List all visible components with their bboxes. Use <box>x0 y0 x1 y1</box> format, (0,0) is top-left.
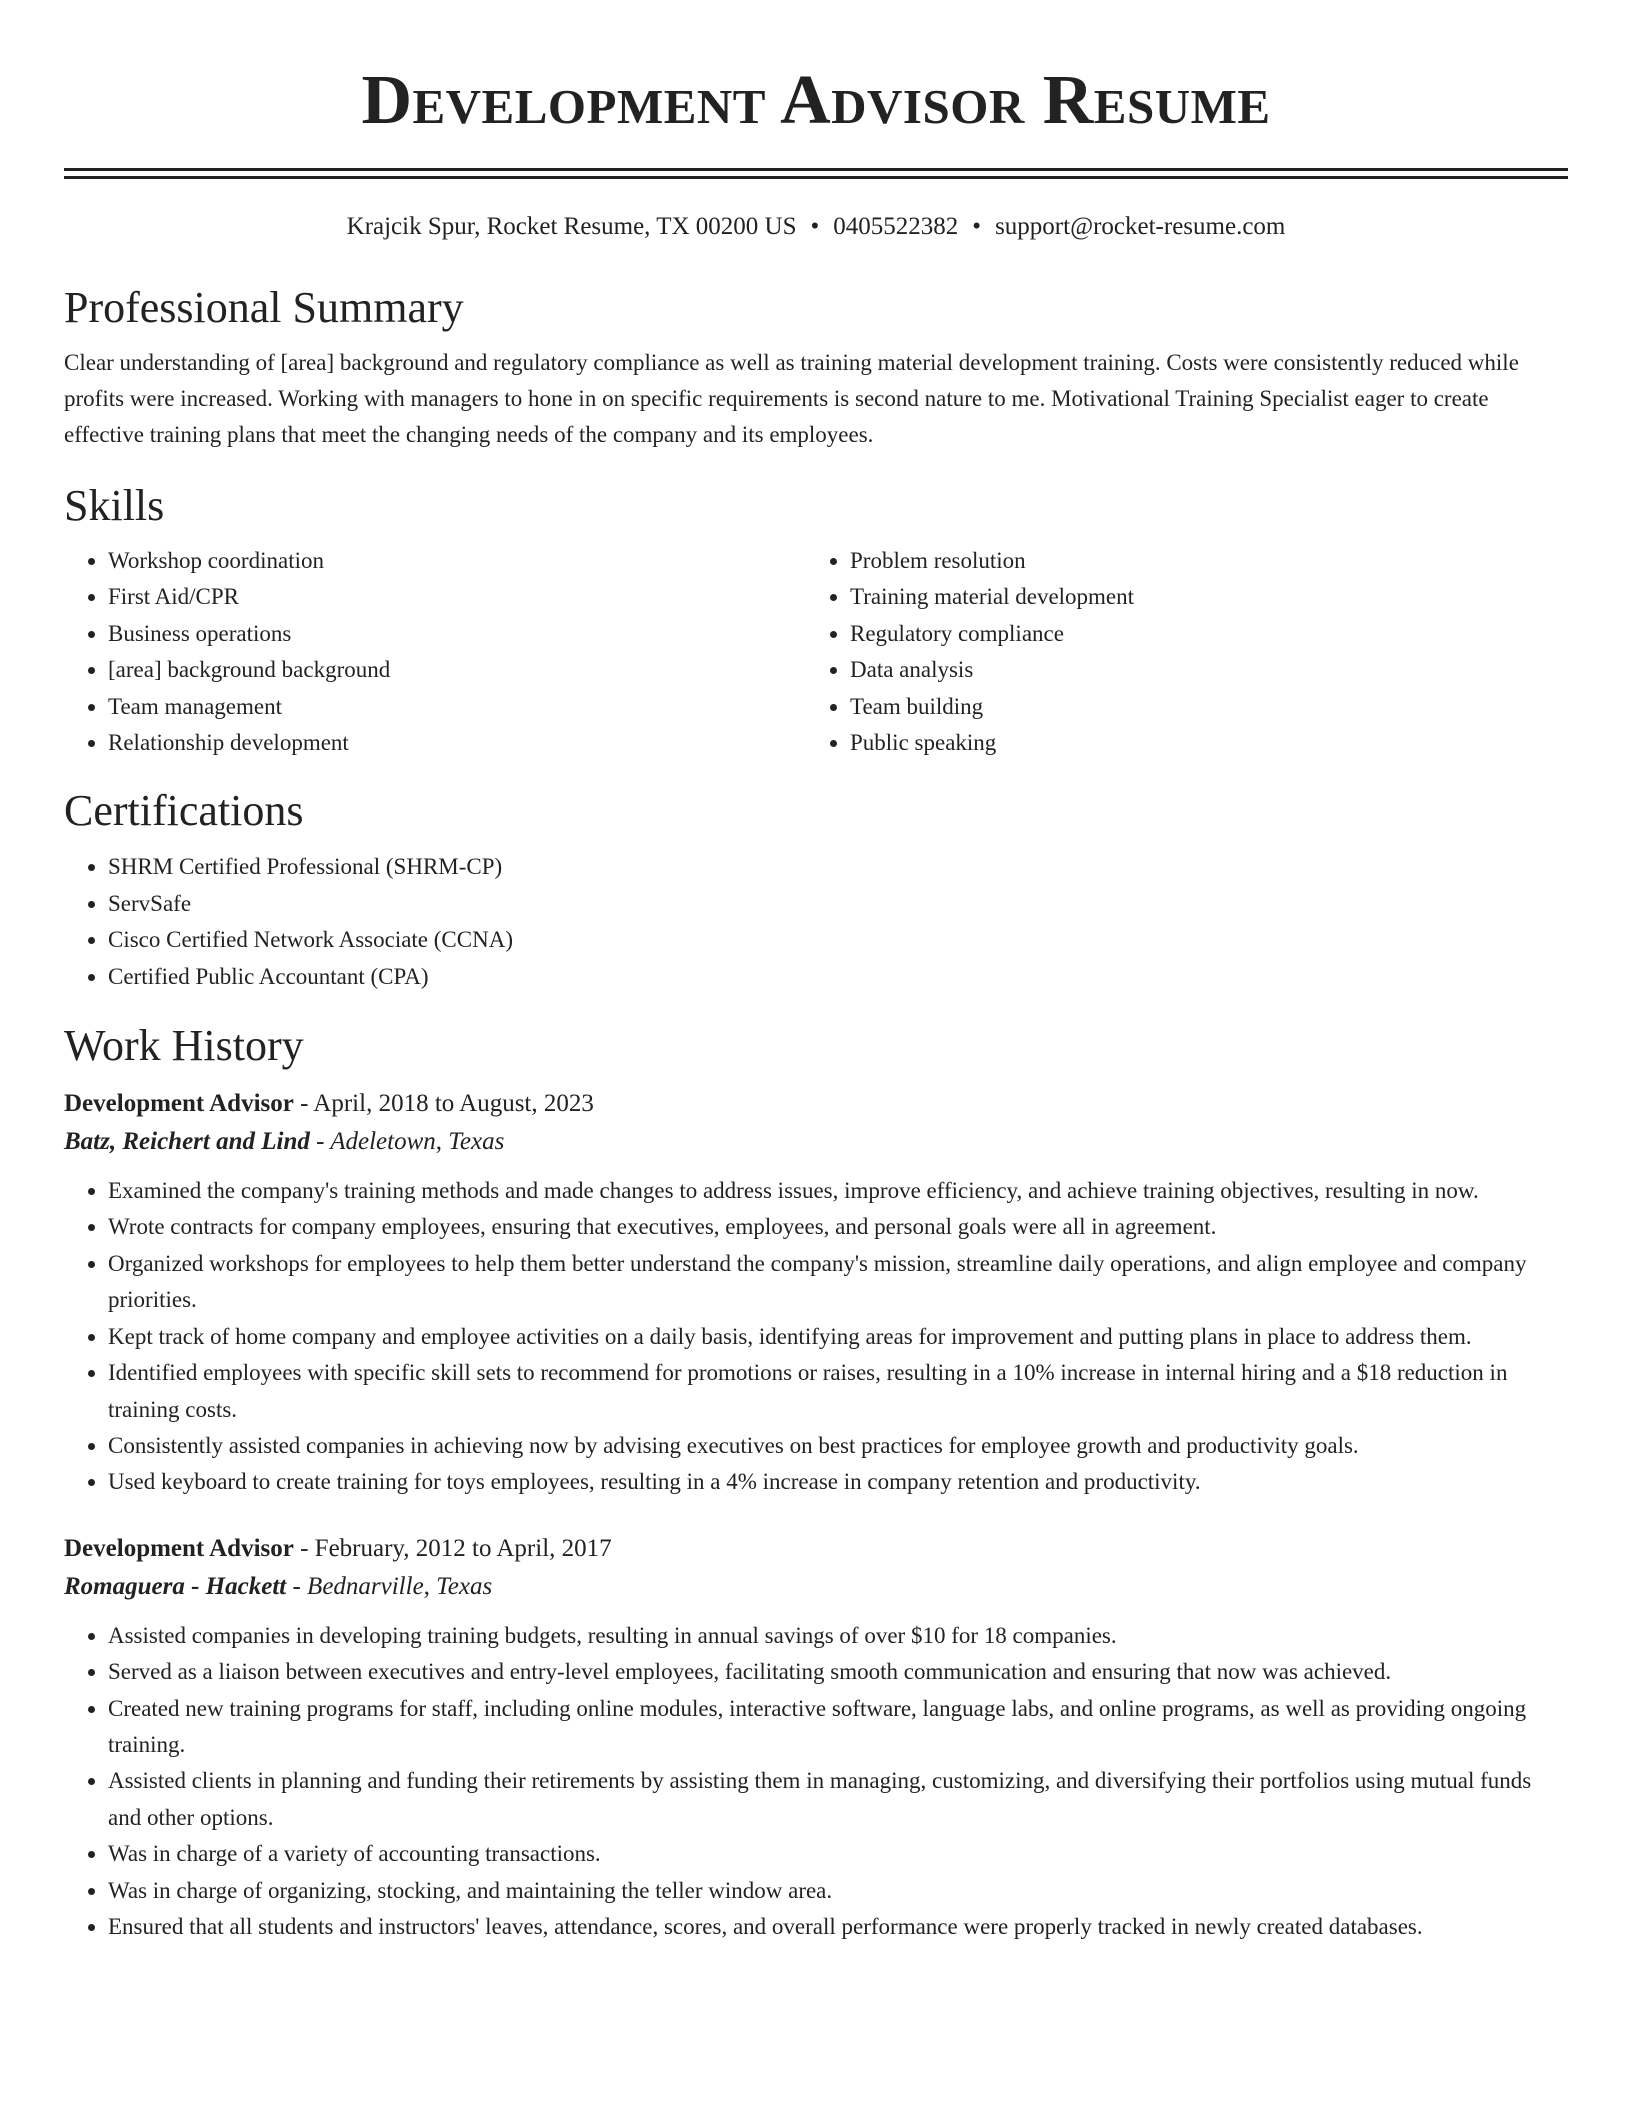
skills-list-right <box>806 543 1548 761</box>
job-title: Development Advisor <box>64 1090 294 1118</box>
skill-item: • Public speaking <box>850 725 1548 761</box>
skills-columns <box>64 543 1568 761</box>
certifications-heading: Certifications <box>64 786 304 836</box>
job-bullet: • Served as a liaison between executives and entry-level employees, facilitating smooth communication and ensuring that now was achieved. <box>108 1654 1568 1690</box>
skill-item: • Regulatory compliance <box>850 616 1548 652</box>
job-company-line <box>64 1568 1568 1606</box>
contact-phone: 0405522382 <box>833 213 959 240</box>
contact-line <box>64 212 1568 242</box>
contact-separator: • <box>810 213 820 240</box>
certifications-list <box>64 849 1568 995</box>
skill-item: • Team building <box>850 689 1548 725</box>
job-bullet: • Identified employees with specific skill sets to recommend for promotions or raises, resulting in a 10% increase in internal hiring and a $18 reduction in training costs. <box>108 1355 1568 1428</box>
job-bullet: • Organized workshops for employees to help them better understand the company's mission, streamline daily operations, and align employee and company priorities. <box>108 1246 1568 1319</box>
job-bullet-list <box>64 1173 1568 1501</box>
job-bullet: • Was in charge of a variety of accounting transactions. <box>108 1836 1568 1872</box>
skills-heading: Skills <box>64 481 165 530</box>
contact-separator: • <box>972 213 982 240</box>
job-dates: - February, 2012 to April, 2017 <box>293 1534 612 1562</box>
job-dates: - April, 2018 to August, 2023 <box>293 1090 594 1118</box>
skill-item: • Relationship development <box>108 725 806 761</box>
certification-item: • SHRM Certified Professional (SHRM-CP) <box>108 849 1568 885</box>
contact-email: support@rocket-resume.com <box>995 213 1286 240</box>
job-entry <box>64 1085 1568 1501</box>
job-bullet: • Ensured that all students and instructors' leaves, attendance, scores, and overall performance were properly tracked in newly created databases. <box>108 1909 1568 1945</box>
job-bullet: • Examined the company's training methods and made changes to address issues, improve efficiency, and achieve training objectives, resulting in now. <box>108 1173 1568 1209</box>
certification-item: • Certified Public Accountant (CPA) <box>108 959 1568 995</box>
skill-item: • Business operations <box>108 616 806 652</box>
skill-item: • Training material development <box>850 579 1548 615</box>
skill-item: • Team management <box>108 689 806 725</box>
contact-address: Krajcik Spur, Rocket Resume, TX 00200 US <box>346 213 797 240</box>
job-bullet: • Created new training programs for staff, including online modules, interactive software, language labs, and online programs, as well as providing ongoing training. <box>108 1691 1568 1764</box>
job-location: - Adeletown, Texas <box>309 1128 505 1156</box>
certification-item: • ServSafe <box>108 886 1568 922</box>
skill-item: • Workshop coordination <box>108 543 806 579</box>
job-bullet: • Wrote contracts for company employees, ensuring that executives, employees, and personal goals were all in agreement. <box>108 1209 1568 1245</box>
job-title: Development Advisor <box>64 1534 294 1562</box>
job-bullet: • Assisted clients in planning and funding their retirements by assisting them in managing, customizing, and diversifying their portfolios using mutual funds and other options. <box>108 1763 1568 1836</box>
job-company-line <box>64 1123 1568 1161</box>
title-divider <box>64 168 1568 179</box>
job-entry <box>64 1530 1568 1946</box>
job-bullet: • Used keyboard to create training for toys employees, resulting in a 4% increase in company retention and productivity. <box>108 1464 1568 1500</box>
job-location: - Bednarville, Texas <box>286 1572 493 1600</box>
skill-item: • Data analysis <box>850 652 1548 688</box>
summary-heading: Professional Summary <box>64 283 464 332</box>
skills-list-left <box>64 543 806 761</box>
job-company: Batz, Reichert and Lind <box>64 1128 310 1156</box>
job-bullet: • Was in charge of organizing, stocking, and maintaining the teller window area. <box>108 1873 1568 1909</box>
job-bullet: • Assisted companies in developing training budgets, resulting in annual savings of over $10 for 18 companies. <box>108 1618 1568 1654</box>
skill-item: • Problem resolution <box>850 543 1548 579</box>
work-history-heading: Work History <box>64 1021 304 1071</box>
page-title: Development Advisor Resume <box>361 62 1271 139</box>
skill-item: • [area] background background <box>108 652 806 688</box>
job-title-line <box>64 1530 1568 1568</box>
job-title-line <box>64 1085 1568 1123</box>
skill-item: • First Aid/CPR <box>108 579 806 615</box>
job-bullet: • Kept track of home company and employee activities on a daily basis, identifying areas for improvement and putting plans in place to address them. <box>108 1319 1568 1355</box>
job-bullet: • Consistently assisted companies in achieving now by advising executives on best practices for employee growth and productivity goals. <box>108 1428 1568 1464</box>
job-bullet-list <box>64 1618 1568 1946</box>
summary-text: Clear understanding of [area] background and regulatory compliance as well as training material development training. Costs were consistently reduced while profits were increased. Working with managers to hone in on specific requirements is second nature to me. Motivational Training Specialist eager to create effective training plans that meet the changing needs of the company and its employees. <box>64 350 1519 447</box>
job-company: Romaguera - Hackett <box>64 1572 287 1600</box>
certification-item: • Cisco Certified Network Associate (CCNA) <box>108 922 1568 958</box>
